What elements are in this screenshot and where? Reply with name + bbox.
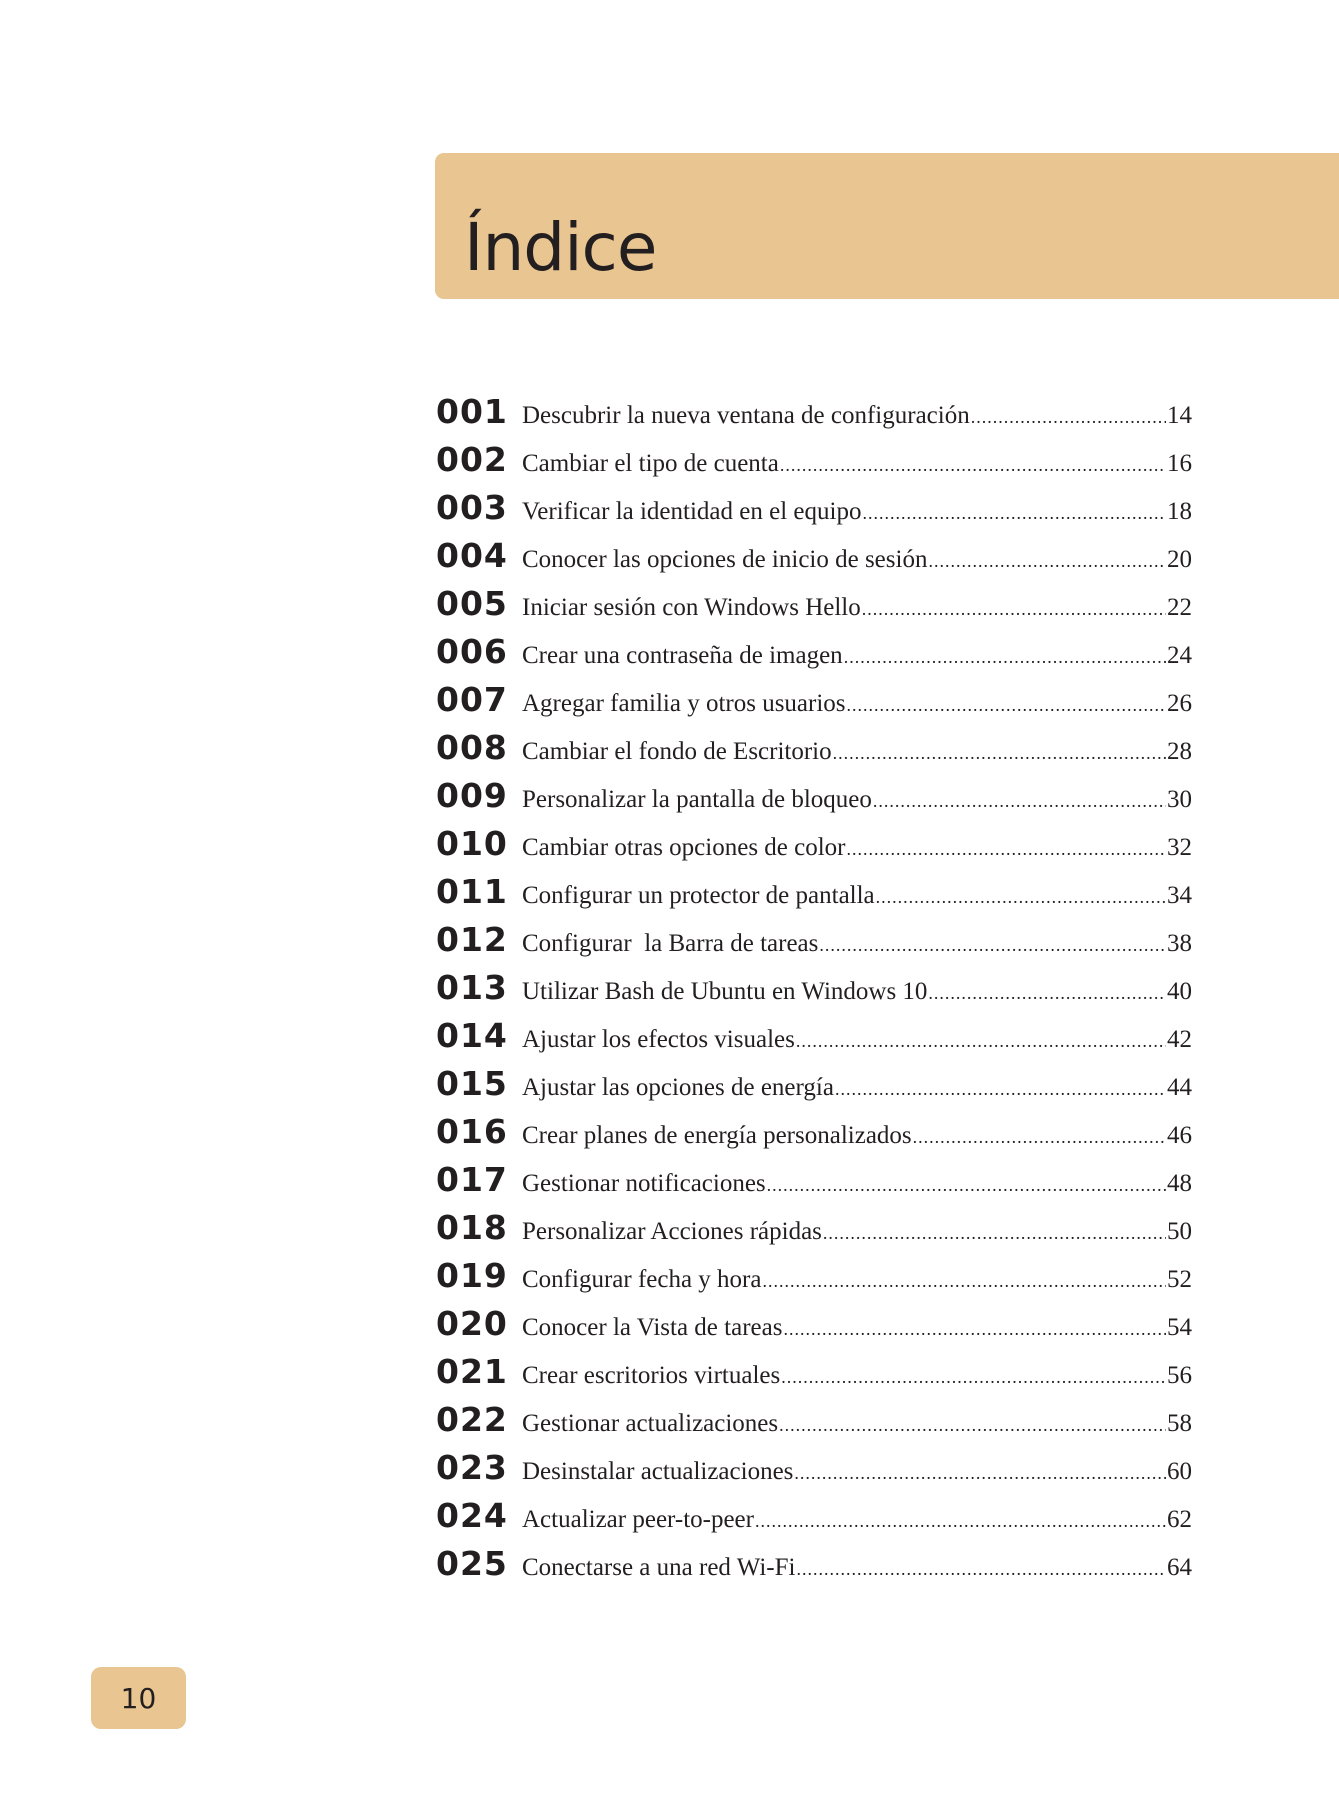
toc-entry-page: 28: [1167, 738, 1192, 765]
toc-entry-number: 014: [436, 1016, 508, 1055]
toc-entry-number: 013: [436, 968, 508, 1007]
toc-dot-leader: [794, 1463, 1166, 1484]
toc-entry-page: 22: [1167, 594, 1192, 621]
toc-entry-page: 52: [1167, 1266, 1192, 1293]
toc-entry-page: 16: [1167, 450, 1192, 477]
toc-entry-number: 023: [436, 1448, 508, 1487]
toc-entry-title: Cambiar otras opciones de color: [522, 834, 846, 861]
toc-dot-leader: [873, 791, 1166, 812]
toc-entry[interactable]: [436, 1064, 1192, 1112]
toc-entry[interactable]: [436, 1160, 1192, 1208]
toc-entry-page: 14: [1167, 402, 1192, 429]
toc-entry-title: Configurar un protector de pantalla: [522, 882, 875, 909]
toc-entry[interactable]: [436, 968, 1192, 1016]
toc-entry-title: Crear planes de energía personalizados: [522, 1122, 912, 1149]
toc-dot-leader: [796, 1559, 1166, 1580]
toc-entry-page: 24: [1167, 642, 1192, 669]
toc-entry-title: Agregar familia y otros usuarios: [522, 690, 846, 717]
toc-entry-number: 001: [436, 392, 508, 431]
toc-dot-leader: [823, 1223, 1166, 1244]
page-title: Índice: [464, 209, 657, 286]
toc-entry[interactable]: [436, 728, 1192, 776]
toc-entry-title: Configurar la Barra de tareas: [522, 930, 819, 957]
toc-entry-page: 56: [1167, 1362, 1192, 1389]
toc-entry-page: 60: [1167, 1458, 1192, 1485]
toc-entry[interactable]: [436, 1256, 1192, 1304]
toc-entry-number: 019: [436, 1256, 508, 1295]
toc-entry[interactable]: [436, 1016, 1192, 1064]
toc-entry[interactable]: [436, 1448, 1192, 1496]
toc-entry-number: 020: [436, 1304, 508, 1343]
toc-entry-number: 006: [436, 632, 508, 671]
toc-dot-leader: [913, 1127, 1166, 1148]
toc-dot-leader: [767, 1175, 1166, 1196]
toc-entry-title: Conectarse a una red Wi-Fi: [522, 1554, 796, 1581]
toc-entry[interactable]: [436, 872, 1192, 920]
toc-entry-title: Cambiar el fondo de Escritorio: [522, 738, 832, 765]
toc-entry-number: 009: [436, 776, 508, 815]
toc-entry[interactable]: [436, 440, 1192, 488]
toc-entry-page: 30: [1167, 786, 1192, 813]
toc-entry-number: 015: [436, 1064, 508, 1103]
toc-dot-leader: [928, 551, 1166, 572]
toc-entry-page: 48: [1167, 1170, 1192, 1197]
toc-dot-leader: [876, 887, 1166, 908]
toc-entry-title: Ajustar las opciones de energía: [522, 1074, 834, 1101]
toc-entry-page: 54: [1167, 1314, 1192, 1341]
toc-entry-page: 26: [1167, 690, 1192, 717]
toc-entry-page: 40: [1167, 978, 1192, 1005]
toc-entry-page: 20: [1167, 546, 1192, 573]
toc-entry-number: 010: [436, 824, 508, 863]
toc-entry[interactable]: [436, 680, 1192, 728]
toc-entry-page: 18: [1167, 498, 1192, 525]
toc-dot-leader: [835, 1079, 1166, 1100]
toc-entry-title: Crear escritorios virtuales: [522, 1362, 781, 1389]
toc-entry-page: 38: [1167, 930, 1192, 957]
toc-entry-title: Configurar fecha y hora: [522, 1266, 762, 1293]
toc-entry-page: 64: [1167, 1554, 1192, 1581]
toc-entry-title: Gestionar actualizaciones: [522, 1410, 779, 1437]
toc-entry-page: 46: [1167, 1122, 1192, 1149]
toc-entry-title: Iniciar sesión con Windows Hello: [522, 594, 861, 621]
toc-entry-number: 012: [436, 920, 508, 959]
toc-entry[interactable]: [436, 1496, 1192, 1544]
toc-entry[interactable]: [436, 1544, 1192, 1592]
toc-dot-leader: [762, 1271, 1166, 1292]
toc-entry-title: Verificar la identidad en el equipo: [522, 498, 862, 525]
toc-entry[interactable]: [436, 1112, 1192, 1160]
toc-entry-number: 016: [436, 1112, 508, 1151]
toc-entry-title: Crear una contraseña de imagen: [522, 642, 843, 669]
toc-entry-number: 022: [436, 1400, 508, 1439]
toc-entry-number: 018: [436, 1208, 508, 1247]
toc-entry-page: 44: [1167, 1074, 1192, 1101]
toc-entry-title: Conocer las opciones de inicio de sesión: [522, 546, 928, 573]
toc-dot-leader: [755, 1511, 1166, 1532]
toc-dot-leader: [783, 1319, 1166, 1340]
toc-dot-leader: [781, 1367, 1166, 1388]
table-of-contents: [436, 392, 1192, 1592]
toc-entry-number: 005: [436, 584, 508, 623]
toc-entry-number: 008: [436, 728, 508, 767]
toc-entry-number: 002: [436, 440, 508, 479]
toc-entry-number: 021: [436, 1352, 508, 1391]
toc-entry[interactable]: [436, 536, 1192, 584]
toc-entry-number: 004: [436, 536, 508, 575]
toc-entry[interactable]: [436, 488, 1192, 536]
toc-entry[interactable]: [436, 1208, 1192, 1256]
toc-entry-number: 003: [436, 488, 508, 527]
header-band: [435, 153, 1339, 299]
toc-dot-leader: [862, 503, 1166, 524]
toc-entry[interactable]: [436, 632, 1192, 680]
toc-entry-title: Descubrir la nueva ventana de configuración: [522, 402, 970, 429]
toc-dot-leader: [779, 1415, 1166, 1436]
toc-entry-title: Actualizar peer-to-peer: [522, 1506, 754, 1533]
toc-entry-page: 32: [1167, 834, 1192, 861]
toc-entry-number: 011: [436, 872, 508, 911]
toc-entry-page: 58: [1167, 1410, 1192, 1437]
toc-dot-leader: [862, 599, 1166, 620]
toc-dot-leader: [819, 935, 1166, 956]
toc-dot-leader: [971, 407, 1166, 428]
toc-entry-title: Personalizar Acciones rápidas: [522, 1218, 822, 1245]
toc-entry-title: Utilizar Bash de Ubuntu en Windows 10: [522, 978, 928, 1005]
toc-entry-page: 34: [1167, 882, 1192, 909]
toc-entry-page: 42: [1167, 1026, 1192, 1053]
toc-entry-page: 62: [1167, 1506, 1192, 1533]
toc-entry-title: Desinstalar actualizaciones: [522, 1458, 794, 1485]
toc-entry[interactable]: [436, 1304, 1192, 1352]
toc-entry-title: Gestionar notificaciones: [522, 1170, 766, 1197]
toc-entry-title: Conocer la Vista de tareas: [522, 1314, 783, 1341]
toc-entry-number: 017: [436, 1160, 508, 1199]
toc-entry[interactable]: [436, 1352, 1192, 1400]
toc-entry-number: 007: [436, 680, 508, 719]
toc-entry[interactable]: [436, 776, 1192, 824]
page-number: 10: [120, 1681, 157, 1715]
toc-entry-number: 024: [436, 1496, 508, 1535]
toc-entry[interactable]: [436, 584, 1192, 632]
toc-entry[interactable]: [436, 392, 1192, 440]
toc-entry[interactable]: [436, 1400, 1192, 1448]
page-number-badge: [91, 1667, 186, 1729]
toc-dot-leader: [847, 695, 1166, 716]
toc-entry-number: 025: [436, 1544, 508, 1583]
toc-entry[interactable]: [436, 824, 1192, 872]
toc-dot-leader: [780, 455, 1166, 476]
toc-dot-leader: [796, 1031, 1166, 1052]
toc-dot-leader: [844, 647, 1166, 668]
toc-entry-title: Ajustar los efectos visuales: [522, 1026, 795, 1053]
toc-entry-page: 50: [1167, 1218, 1192, 1245]
toc-dot-leader: [833, 743, 1166, 764]
toc-entry-title: Personalizar la pantalla de bloqueo: [522, 786, 872, 813]
toc-dot-leader: [928, 983, 1166, 1004]
toc-dot-leader: [847, 839, 1166, 860]
toc-entry[interactable]: [436, 920, 1192, 968]
toc-entry-title: Cambiar el tipo de cuenta: [522, 450, 779, 477]
